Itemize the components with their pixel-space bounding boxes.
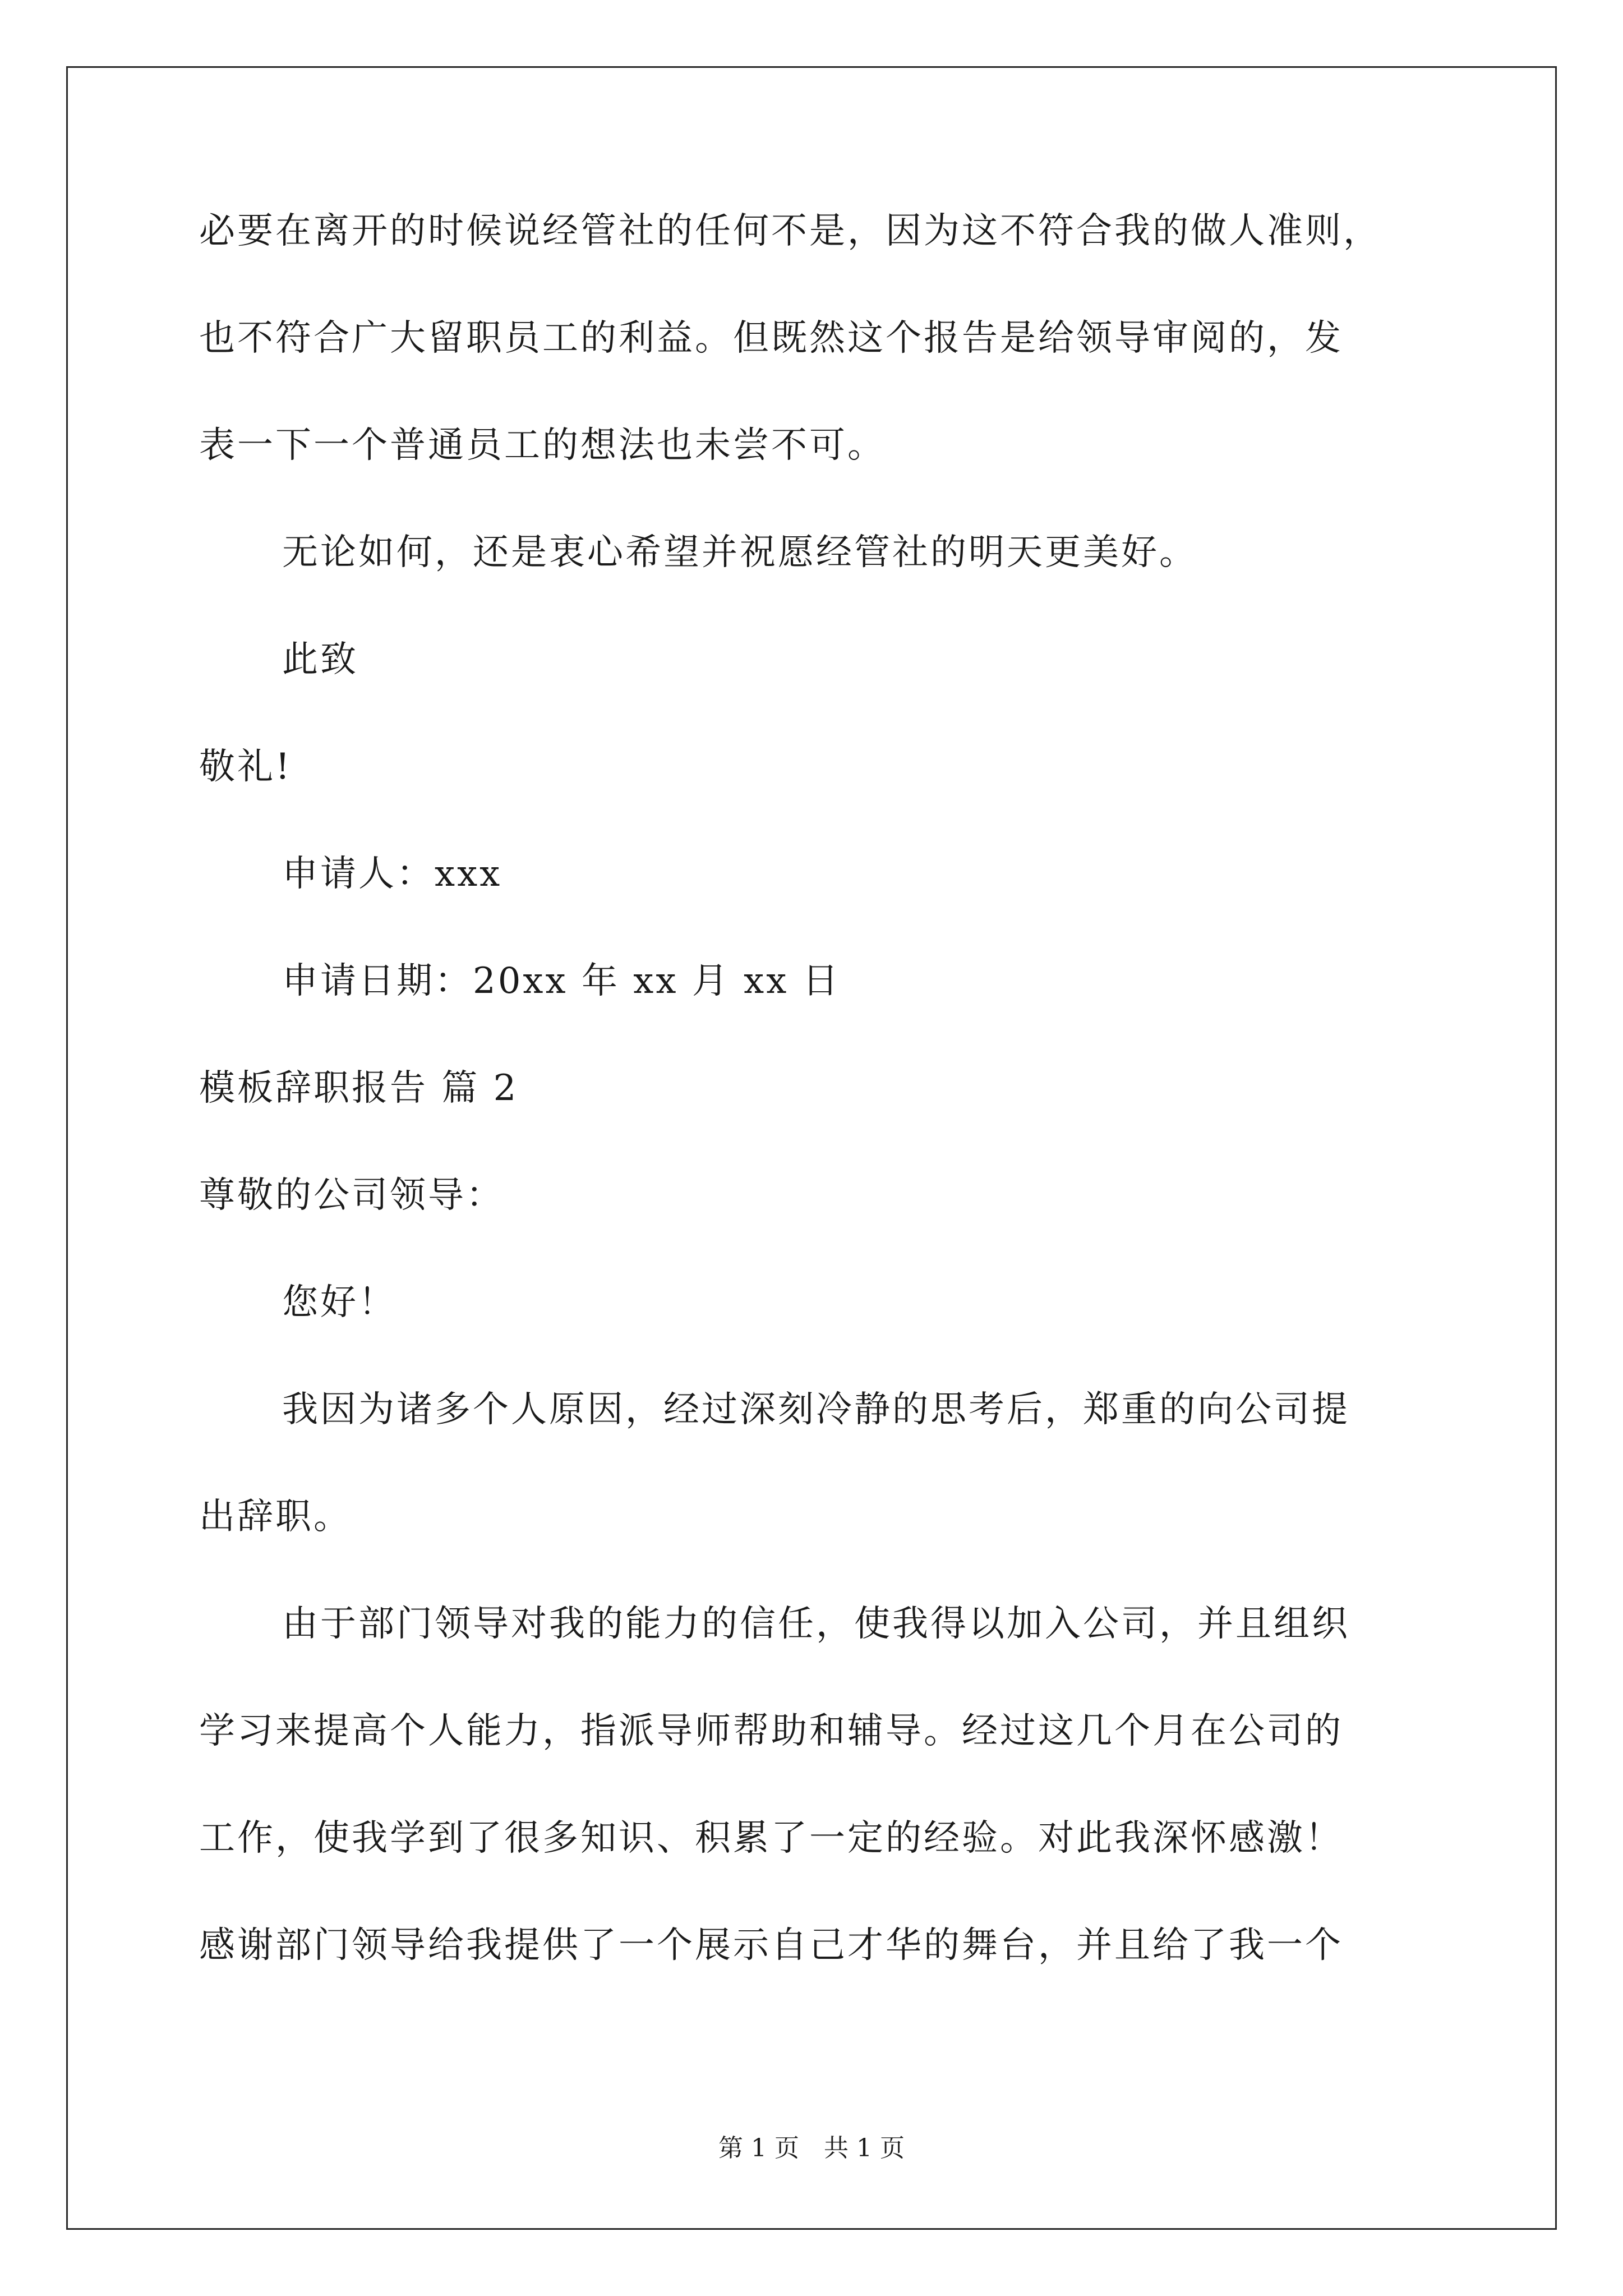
body-line: 感谢部门领导给我提供了一个展示自己才华的舞台，并且给了我一个 [199,1925,1343,1966]
letter-greeting: 尊敬的公司领导： [199,1175,504,1216]
body-line: 我因为诸多个人原因，经过深刻冷静的思考后，郑重的向公司提 [282,1389,1350,1430]
body-line: 表一下一个普通员工的想法也未尝不可。 [199,425,886,466]
body-line: 工作，使我学到了很多知识、积累了一定的经验。对此我深怀感激！ [199,1818,1343,1859]
body-line: 必要在离开的时候说经管社的任何不是，因为这不符合我的做人准则， [199,210,1381,252]
body-line: 无论如何，还是衷心希望并祝愿经管社的明天更美好。 [282,532,1197,573]
applicant-line: 申请人：xxx [282,853,502,895]
page-number: 第 1 页 [718,2134,799,2162]
document-body [199,210,1433,2035]
section-heading: 模板辞职报告 篇 2 [199,1068,519,1109]
body-line: 由于部门领导对我的能力的信任，使我得以加入公司，并且组织 [282,1603,1350,1645]
page-total: 共 1 页 [824,2134,905,2162]
closing-regards: 敬礼! [199,746,292,788]
application-date-line: 申请日期：20xx 年 xx 月 xx 日 [282,960,841,1002]
body-line: 学习来提高个人能力，指派导师帮助和辅导。经过这几个月在公司的 [199,1710,1343,1752]
body-line: 也不符合广大留职员工的利益。但既然这个报告是给领导审阅的，发 [199,318,1343,359]
body-line: 出辞职。 [199,1496,352,1538]
closing-salutation: 此致 [282,639,358,680]
page-footer [0,2136,1623,2161]
letter-hello: 您好！ [282,1282,396,1323]
